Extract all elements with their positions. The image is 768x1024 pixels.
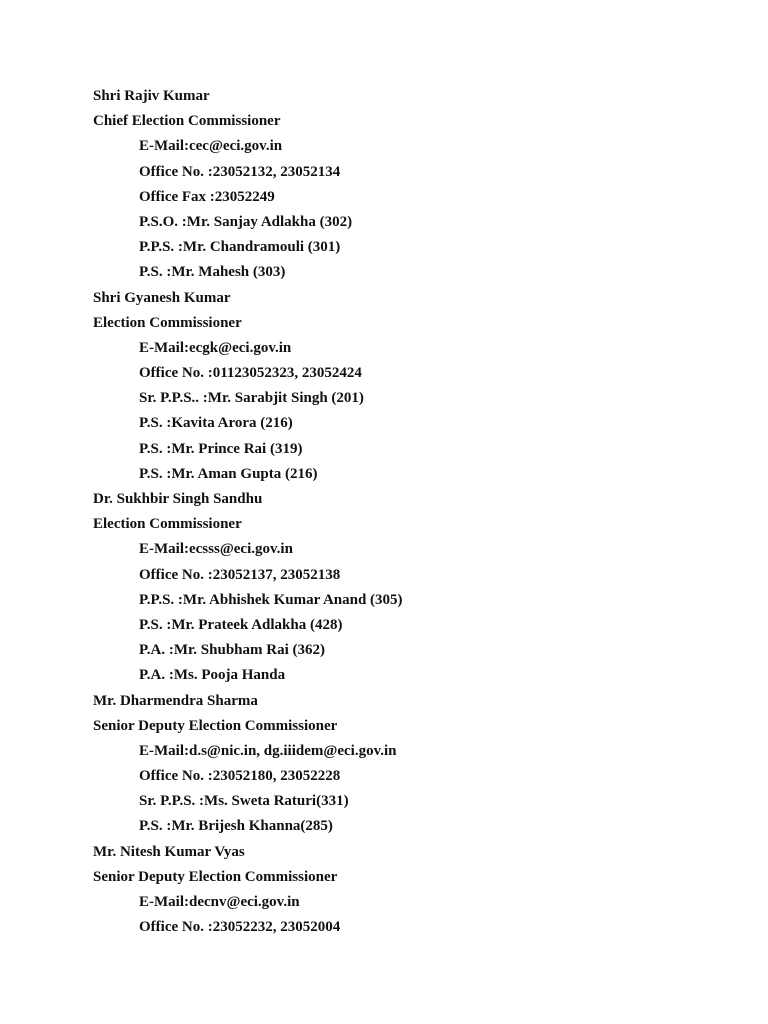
- official-entry: [93, 286, 733, 488]
- contact-detail: P.S. :Kavita Arora (216): [139, 415, 293, 432]
- contact-detail: P.S. :Mr. Aman Gupta (216): [139, 465, 318, 482]
- contact-detail: P.S. :Mr. Prateek Adlakha (428): [139, 616, 343, 633]
- contact-detail: Sr. P.P.S. :Ms. Sweta Raturi(331): [139, 793, 349, 810]
- contact-detail: P.S. :Mr. Prince Rai (319): [139, 440, 303, 457]
- contact-detail: P.S. :Mr. Mahesh (303): [139, 264, 286, 281]
- official-title: Senior Deputy Election Commissioner: [93, 717, 338, 734]
- contact-detail: P.P.S. :Mr. Chandramouli (301): [139, 239, 341, 256]
- contact-detail: P.S. :Mr. Brijesh Khanna(285): [139, 818, 333, 835]
- official-name: Shri Rajiv Kumar: [93, 88, 210, 104]
- contact-detail: Office Fax :23052249: [139, 188, 275, 205]
- contact-detail: E-Mail:ecsss@eci.gov.in: [139, 541, 293, 558]
- official-entry: [93, 840, 733, 941]
- contact-detail: Office No. :23052132, 23052134: [139, 163, 341, 180]
- official-name: Shri Gyanesh Kumar: [93, 289, 231, 306]
- official-name: Mr. Dharmendra Sharma: [93, 692, 258, 709]
- official-title: Chief Election Commissioner: [93, 113, 281, 130]
- official-title: Election Commissioner: [93, 314, 242, 331]
- official-entry: [93, 84, 733, 286]
- contact-detail: P.P.S. :Mr. Abhishek Kumar Anand (305): [139, 591, 403, 608]
- official-name: Mr. Nitesh Kumar Vyas: [93, 843, 245, 860]
- contact-detail: Sr. P.P.S.. :Mr. Sarabjit Singh (201): [139, 390, 364, 407]
- official-entry: [93, 487, 733, 689]
- official-entry: [93, 689, 733, 840]
- contact-detail: E-Mail:ecgk@eci.gov.in: [139, 339, 292, 356]
- official-name: Dr. Sukhbir Singh Sandhu: [93, 491, 263, 507]
- contact-detail: E-Mail:decnv@eci.gov.in: [139, 894, 300, 910]
- contact-detail: Office No. :23052137, 23052138: [139, 566, 341, 583]
- contact-detail: Office No. :23052232, 23052004: [139, 919, 341, 936]
- contact-detail: E-Mail:d.s@nic.in, dg.iiidem@eci.gov.in: [139, 742, 397, 759]
- contact-detail: Office No. :01123052323, 23052424: [139, 365, 362, 382]
- official-title: Senior Deputy Election Commissioner: [93, 868, 338, 885]
- contact-detail: P.S.O. :Mr. Sanjay Adlakha (302): [139, 213, 353, 230]
- contact-detail: Office No. :23052180, 23052228: [139, 768, 341, 785]
- contact-detail: E-Mail:cec@eci.gov.in: [139, 138, 283, 155]
- official-title: Election Commissioner: [93, 516, 242, 533]
- contact-directory: [93, 84, 733, 940]
- contact-detail: P.A. :Mr. Shubham Rai (362): [139, 642, 325, 659]
- contact-detail: P.A. :Ms. Pooja Handa: [139, 667, 286, 684]
